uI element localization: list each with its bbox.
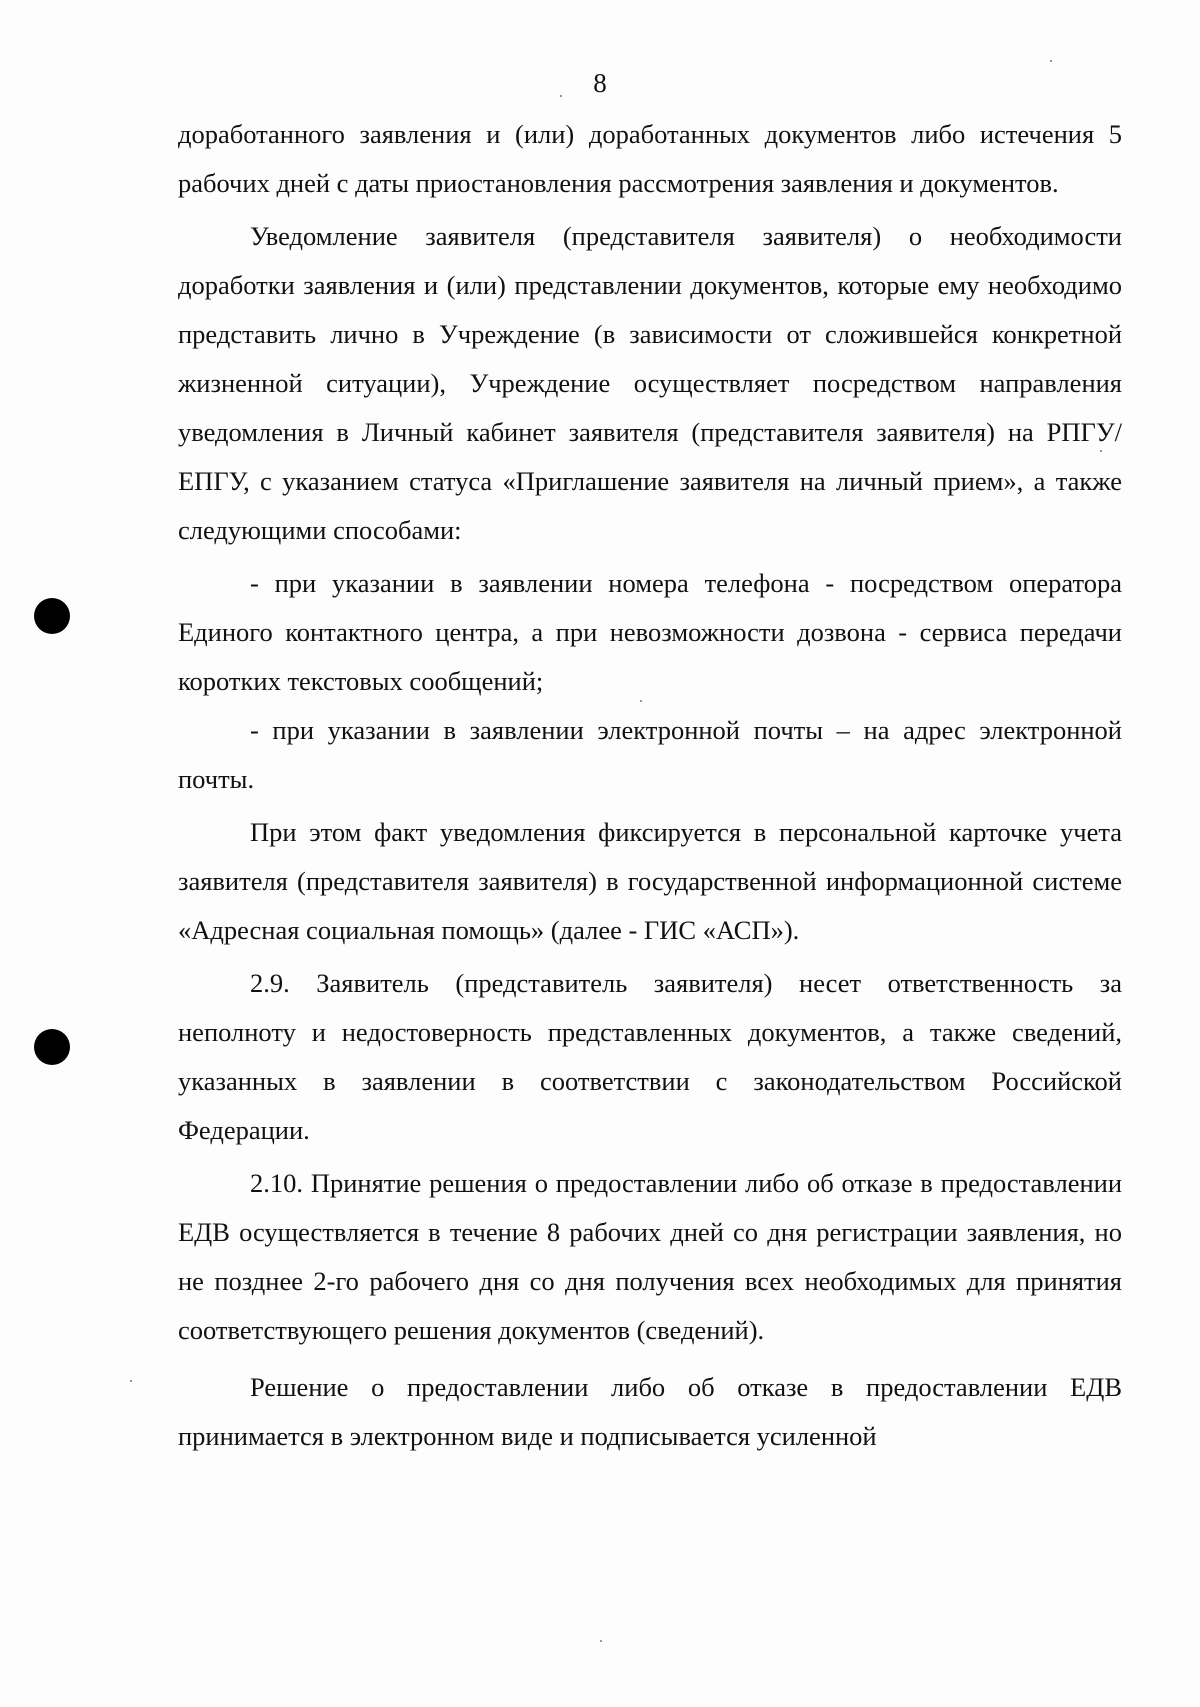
paragraph-fact-recorded: При этом факт уведомления фиксируется в персональной карточке учета заявителя (представителя заявителя) в государственной информационной системе «Адресная социальная помощь» (далее - ГИС «АСП»). [178, 817, 1122, 945]
scan-speck [1050, 60, 1052, 62]
paragraph-continuation: доработанного заявления и (или) доработанных документов либо истечения 5 рабочих дней с даты приостановления рассмотрения заявления и документов. [178, 119, 1122, 198]
document-body [178, 110, 1122, 1461]
scan-speck [600, 1640, 602, 1642]
paragraph-section-2-9: 2.9. Заявитель (представитель заявителя) несет ответственность за неполноту и недостоверность представленных документов, а также сведений, указанных в заявлении в соответствии с законодательством Российской Федерации. [178, 968, 1122, 1145]
page-number: 8 [593, 68, 607, 98]
paragraph-email-notice: - при указании в заявлении электронной почты – на адрес электронной почты. [178, 715, 1122, 794]
paragraph-section-2-10: 2.10. Принятие решения о предоставлении либо об отказе в предоставлении ЕДВ осуществляется в течение 8 рабочих дней со дня регистрации заявления, но не позднее 2-го рабочего дня со дня получения всех необходимых для принятия соответствующего решения документов (сведений). [178, 1168, 1122, 1345]
paragraph-phone-notice: - при указании в заявлении номера телефона - посредством оператора Единого контактного центра, а при невозможности дозвона - сервиса передачи коротких текстовых сообщений; [178, 568, 1122, 696]
paragraph-decision: Решение о предоставлении либо об отказе в предоставлении ЕДВ принимается в электронном виде и подписывается усиленной [178, 1372, 1122, 1451]
scan-speck [130, 1380, 132, 1382]
punch-hole-bottom [34, 1029, 70, 1065]
punch-hole-top [34, 598, 70, 634]
paragraph-notification: Уведомление заявителя (представителя заявителя) о необходимости доработки заявления и (или) представлении документов, которые ему необходимо представить лично в Учреждение (в зависимости от сложившейся конкретной жизненной ситуации), Учреждение осуществляет посредством направления уведомления в Личный кабинет заявителя (представителя заявителя) на РПГУ/ЕПГУ, с указанием статуса «Приглашение заявителя на личный прием», а также следующими способами: [178, 221, 1122, 545]
